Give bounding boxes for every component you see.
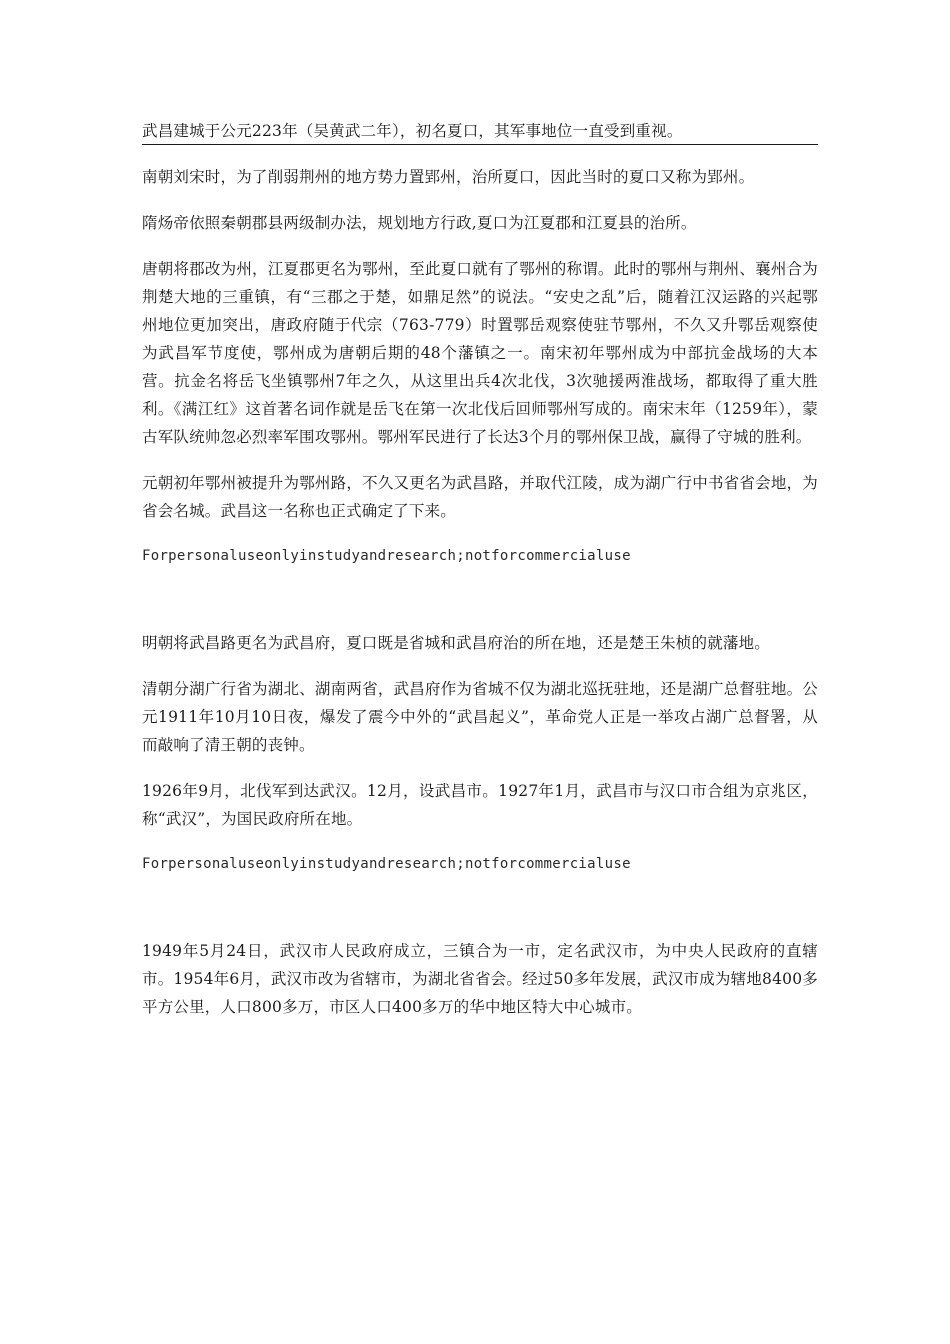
paragraph-qing: 清朝分湖广行省为湖北、湖南两省，武昌府作为省城不仅为湖北巡抚驻地，还是湖广总督驻地。公元1911年10月10日夜，爆发了震今中外的“武昌起义”，革命党人正是一举攻占湖广总督署，从而敲响了清王朝的丧钟。 xyxy=(142,680,818,754)
paragraph-tang-song: 唐朝将郡改为州，江夏郡更名为鄂州，至此夏口就有了鄂州的称谓。此时的鄂州与荆州、襄州合为荆楚大地的三重镇，有“三郡之于楚，如鼎足然”的说法。“安史之乱”后，随着江汉运路的兴起鄂州地位更加突出，唐政府随于代宗（763-779）时置鄂岳观察使驻节鄂州，不久又升鄂岳观察使为武昌军节度使，鄂州成为唐朝后期的48个藩镇之一。南宋初年鄂州成为中部抗金战场的大本营。抗金名将岳飞坐镇鄂州7年之久，从这里出兵4次北伐，3次驰援两淮战场，都取得了重大胜利。《满江红》这首著名词作就是岳飞在第一次北伐后回师鄂州写成的。南宋末年（1259年），蒙古军队统帅忽必烈率军围攻鄂州。鄂州军民进行了长达3个月的鄂州保卫战，赢得了守城的胜利。 xyxy=(142,260,818,446)
document-body xyxy=(142,118,818,1021)
paragraph-sui: 隋炀帝依照秦朝郡县两级制办法，规划地方行政,夏口为江夏郡和江夏县的治所。 xyxy=(142,214,697,232)
paragraph-liu-song: 南朝刘宋时，为了削弱荆州的地方势力置郢州，治所夏口，因此当时的夏口又称为郢州。 xyxy=(142,168,755,186)
paragraph-founding: 武昌建城于公元223年（吴黄武二年），初名夏口，其军事地位一直受到重视。 xyxy=(142,118,818,145)
paragraph-1949: 1949年5月24日，武汉市人民政府成立，三镇合为一市，定名武汉市，为中央人民政府的直辖市。1954年6月，武汉市改为省辖市，为湖北省省会。经过50多年发展，武汉市成为辖地8400多平方公里，人口800多万，市区人口400多万的华中地区特大中心城市。 xyxy=(142,942,818,1016)
paragraph-yuan: 元朝初年鄂州被提升为鄂州路，不久又更名为武昌路，并取代江陵，成为湖广行中书省省会地，为省会名城。武昌这一名称也正式确定了下来。 xyxy=(142,474,818,520)
usage-notice: Forpersonaluseonlyinstudyandresearch;notforcommercialuse xyxy=(142,856,631,872)
usage-notice: Forpersonaluseonlyinstudyandresearch;notforcommercialuse xyxy=(142,548,631,564)
paragraph-ming: 明朝将武昌路更名为武昌府，夏口既是省城和武昌府治的所在地，还是楚王朱桢的就藩地。 xyxy=(142,634,771,652)
paragraph-1926: 1926年9月，北伐军到达武汉。12月，设武昌市。1927年1月，武昌市与汉口市合组为京兆区，称“武汉”，为国民政府所在地。 xyxy=(142,782,818,828)
